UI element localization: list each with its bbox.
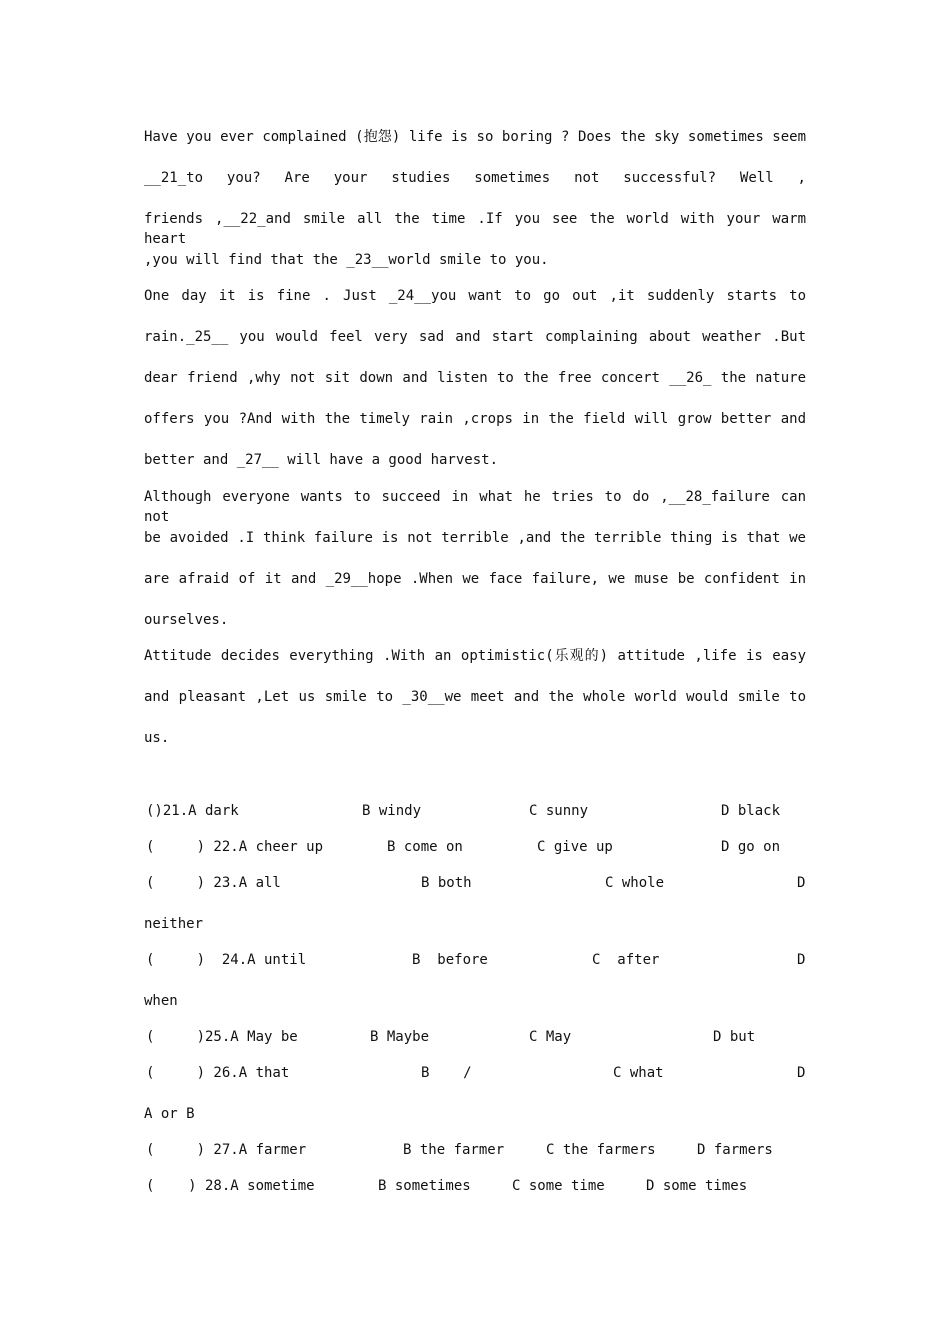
- passage-line: offers you ?And with the timely rain ,crops in the field will grow better and: [144, 411, 806, 427]
- passage-line: Attitude decides everything .With an optimistic(乐观的) attitude ,life is easy: [144, 648, 806, 664]
- option-c: C whole: [605, 875, 665, 891]
- option-b: B before: [412, 952, 488, 968]
- option-b: B /: [421, 1065, 472, 1081]
- option-b: B Maybe: [370, 1029, 430, 1045]
- passage-line: ourselves.: [144, 612, 229, 628]
- passage-line: be avoided .I think failure is not terrible ,and the terrible thing is that we: [144, 530, 806, 546]
- option-c: C after: [592, 952, 660, 968]
- question-number: ( ) 22.A cheer up: [146, 839, 324, 855]
- question-number: ( ) 23.A all: [146, 875, 281, 891]
- passage-line: Have you ever complained (抱怨) life is so boring ? Does the sky sometimes seem: [144, 129, 806, 145]
- option-c: C sunny: [529, 803, 589, 819]
- option-b: B windy: [362, 803, 422, 819]
- question-number: ( ) 28.A sometime: [146, 1178, 315, 1194]
- option-d: D farmers: [697, 1142, 773, 1158]
- option-b: B the farmer: [403, 1142, 505, 1158]
- option-c: C the farmers: [546, 1142, 656, 1158]
- option-d: D go on: [721, 839, 781, 855]
- option-d-text: neither: [144, 916, 204, 932]
- question-number: ( ) 27.A farmer: [146, 1142, 307, 1158]
- passage-line: are afraid of it and _29__hope .When we face failure, we muse be confident in: [144, 571, 806, 587]
- passage-line: ,you will find that the _23__world smile to you.: [144, 252, 549, 268]
- option-d: D but: [713, 1029, 756, 1045]
- question-number: ( ) 24.A until: [146, 952, 307, 968]
- passage-line: rain._25__ you would feel very sad and start complaining about weather .But: [144, 329, 806, 345]
- passage-line: One day it is fine . Just _24__you want to go out ,it suddenly starts to: [144, 288, 806, 304]
- option-d: D black: [721, 803, 781, 819]
- passage-line: friends ,__22_and smile all the time .If you see the world with your warm heart: [144, 211, 806, 247]
- option-c: C give up: [537, 839, 613, 855]
- option-b: B come on: [387, 839, 463, 855]
- question-number: ()21.A dark: [146, 803, 239, 819]
- option-c: C what: [613, 1065, 664, 1081]
- option-d-text: A or B: [144, 1106, 195, 1122]
- option-d: D: [797, 875, 806, 891]
- passage-line: Although everyone wants to succeed in what he tries to do ,__28_failure can not: [144, 489, 806, 525]
- option-d: D: [797, 952, 806, 968]
- passage-line: dear friend ,why not sit down and listen to the free concert __26_ the nature: [144, 370, 806, 386]
- passage-line: __21_to you? Are your studies sometimes not successful? Well ,: [144, 170, 806, 186]
- option-d: D some times: [646, 1178, 748, 1194]
- question-number: ( )25.A May be: [146, 1029, 298, 1045]
- option-b: B both: [421, 875, 472, 891]
- option-c: C May: [529, 1029, 572, 1045]
- passage-line: us.: [144, 730, 170, 746]
- passage-line: and pleasant ,Let us smile to _30__we meet and the whole world would smile to: [144, 689, 806, 705]
- option-d: D: [797, 1065, 806, 1081]
- question-number: ( ) 26.A that: [146, 1065, 290, 1081]
- option-c: C some time: [512, 1178, 605, 1194]
- passage-line: better and _27__ will have a good harvest.: [144, 452, 499, 468]
- option-d-text: when: [144, 993, 178, 1009]
- option-b: B sometimes: [378, 1178, 471, 1194]
